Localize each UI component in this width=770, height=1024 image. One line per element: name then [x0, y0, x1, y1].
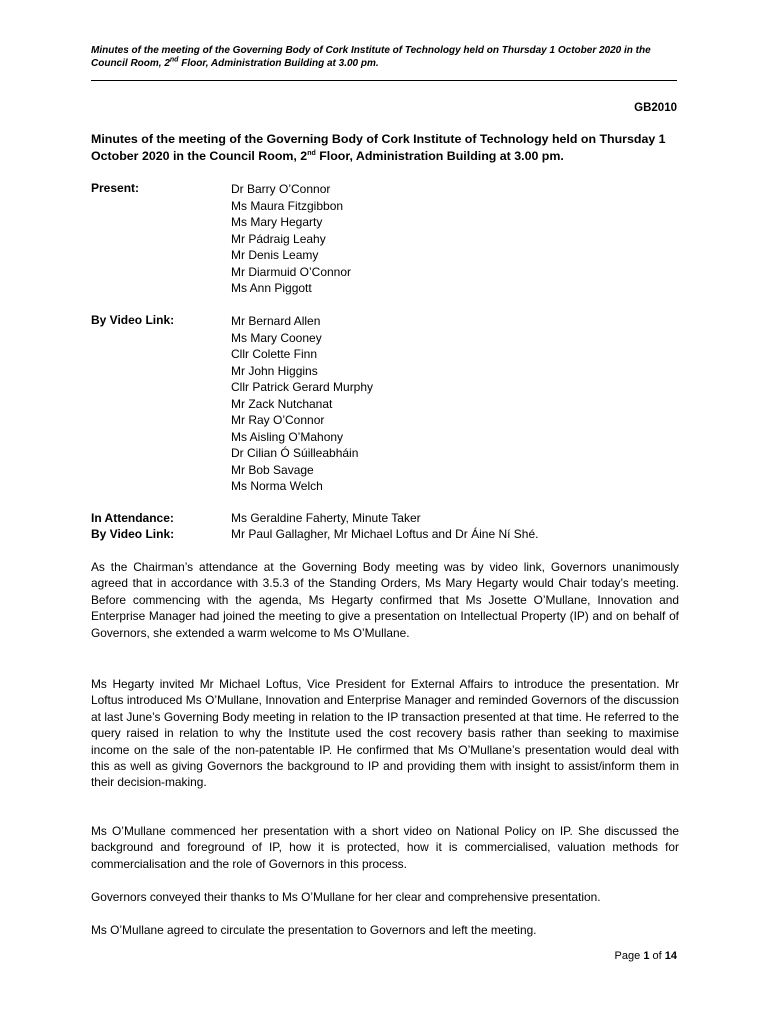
attendance-video-link-label: By Video Link: — [91, 527, 175, 541]
attendee-name: Mr Denis Leamy — [231, 248, 319, 262]
present-label: Present: — [91, 181, 140, 195]
attendance-video-link-value: Mr Paul Gallagher, Mr Michael Loftus and Dr Áine Ní Shé. — [231, 527, 539, 541]
title-text-start: Minutes of the meeting of the Governing Body of Cork Institute of Technology held on Thursday 1 October 2020 in the Council Room, 2 — [91, 132, 666, 163]
video-link-label: By Video Link: — [91, 313, 175, 327]
attendee-name: Dr Barry O’Connor — [231, 182, 331, 196]
attendee-name: Mr Bernard Allen — [231, 314, 321, 328]
attendee-name: Cllr Patrick Gerard Murphy — [231, 380, 374, 394]
attendee-name: Ms Mary Hegarty — [231, 215, 323, 229]
attendee-name: Mr Pádraig Leahy — [231, 231, 326, 246]
document-reference: GB2010 — [634, 102, 677, 114]
attendee-name: Ms Norma Welch — [231, 479, 323, 493]
attendee-name: Ms Aisling O’Mahony — [231, 429, 344, 444]
title-superscript: nd — [307, 149, 316, 157]
attendee-name: Mr Zack Nutchanat — [231, 396, 333, 411]
attendee-name: Mr Bob Savage — [231, 462, 314, 477]
page-footer — [615, 950, 677, 962]
attendee-name: Mr Diarmuid O’Connor — [231, 264, 352, 279]
video-link-list — [231, 313, 373, 495]
title-text-end: Floor, Administration Building at 3.00 pm. — [315, 149, 564, 163]
paragraph-chair: As the Chairman’s attendance at the Governing Body meeting was by video link, Governors unanimously agreed that in accordance with 3.5.3 of the Standing Orders, Ms Mary Hegarty would Chair today’s meeting. Before commencing with the agenda, Ms Hegarty confirmed that Ms Josette O’Mullane, Innovation and Enterprise Manager had joined the meeting to give a presentation on Intellectual Property (IP) and on behalf of Governors, she extended a warm welcome to Ms O’Mullane. — [91, 560, 679, 640]
document-title — [91, 131, 681, 165]
attendee-name: Cllr Colette Finn — [231, 347, 318, 361]
attendee-name: Mr John Higgins — [231, 363, 318, 378]
in-attendance-value: Ms Geraldine Faherty, Minute Taker — [231, 511, 421, 525]
attendee-name: Ms Ann Piggott — [231, 281, 312, 295]
attendee-name: Mr Ray O’Connor — [231, 413, 325, 427]
running-header-superscript: nd — [169, 56, 179, 64]
total-pages: 14 — [664, 950, 677, 962]
running-header-text-start: Minutes of the meeting of the Governing Body of Cork Institute of Technology held on Thursday 1 October 2020 in the Council Room, 2 — [91, 45, 651, 69]
page-label: Page — [614, 950, 641, 962]
running-header — [91, 44, 681, 70]
attendee-name: Ms Maura Fitzgibbon — [231, 198, 344, 213]
attendee-name: Ms Mary Cooney — [231, 330, 322, 345]
running-header-text-end: Floor, Administration Building at 3.00 pm. — [178, 58, 379, 69]
present-list — [231, 181, 351, 297]
paragraph-thanks: Governors conveyed their thanks to Ms O’Mullane for her clear and comprehensive presentation. — [91, 890, 601, 904]
header-divider — [91, 80, 677, 81]
in-attendance-label: In Attendance: — [91, 511, 174, 525]
paragraph-presentation-content: Ms O’Mullane commenced her presentation with a short video on National Policy on IP. She discussed the background and foreground of IP, how it is protected, how it is commercialised, valuation methods for commercialisation and the role of Governors in this process. — [91, 824, 679, 871]
of-label: of — [652, 950, 662, 962]
attendee-name: Dr Cilian Ó Súilleabháin — [231, 446, 359, 460]
paragraph-circulate: Ms O’Mullane agreed to circulate the presentation to Governors and left the meeting. — [91, 923, 537, 937]
paragraph-presentation-intro: Ms Hegarty invited Mr Michael Loftus, Vice President for External Affairs to introduce the presentation. Mr Loftus introduced Ms O’Mullane, Innovation and Enterprise Manager and reminded Governors of the discussion at last June’s Governing Body meeting in relation to the IP transaction presented at that time. He referred to the query raised in relation to why the Institute used the cost recovery basis rather than seeking to maximise income on the sale of the non-patentable IP. He confirmed that Ms O’Mullane’s presentation would deal with this as well as giving Governors the background to IP and providing them with insight to assist/inform them in their decision-making. — [91, 677, 679, 790]
page-number: 1 — [643, 950, 650, 962]
